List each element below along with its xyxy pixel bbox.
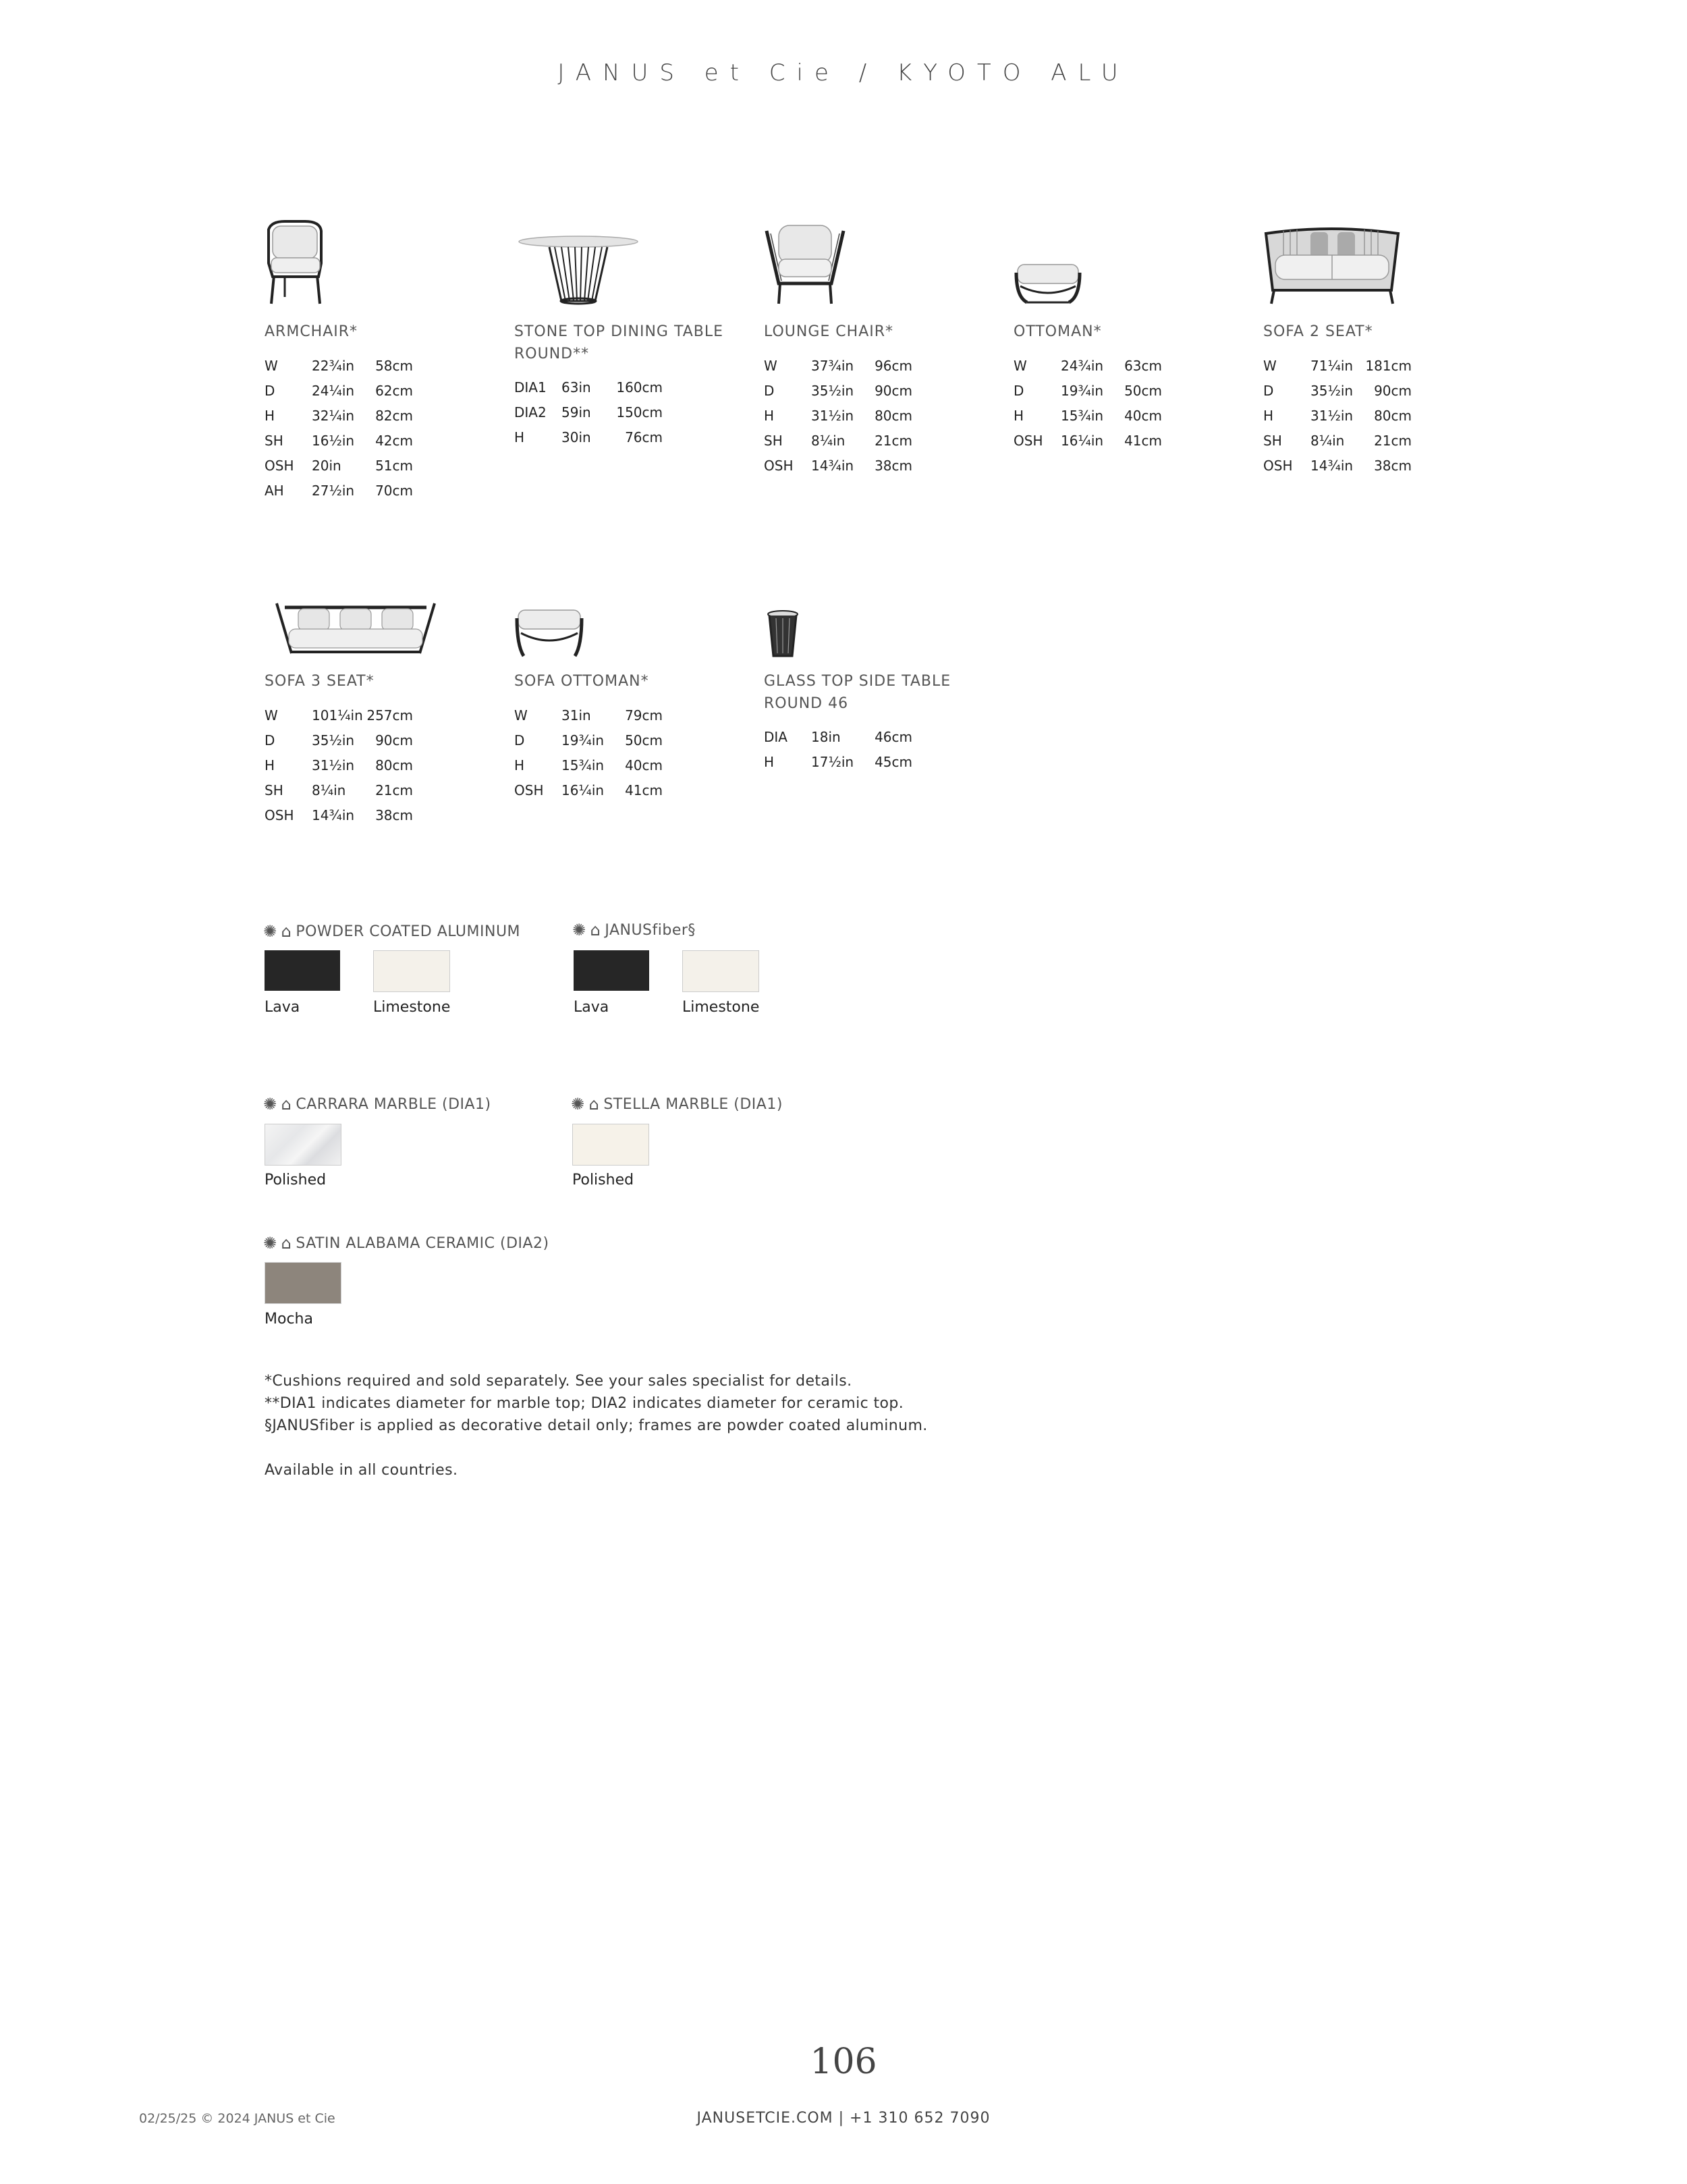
dimension-row (764, 453, 912, 478)
dimension-inches: 101¼in (312, 707, 363, 724)
dimension-key: W (1263, 357, 1277, 374)
dimension-row (764, 428, 912, 453)
dimension-inches: 20in (312, 457, 341, 474)
product-ottoman (1014, 216, 1236, 449)
dimension-key: H (764, 407, 775, 424)
dimensions-table (265, 703, 413, 827)
product-name: OTTOMAN* (1014, 323, 1102, 340)
dimension-row (265, 478, 413, 503)
dimension-cm: 21cm (875, 432, 912, 449)
swatch-label: Polished (572, 1172, 634, 1189)
dimension-key: OSH (265, 457, 294, 474)
dimensions-table (1263, 353, 1412, 478)
home-icon: ⌂ (281, 1095, 292, 1114)
dimension-key: OSH (265, 807, 294, 823)
dimension-inches: 16½in (312, 432, 355, 449)
dimension-cm: 160cm (616, 379, 663, 395)
dimension-cm: 41cm (625, 782, 663, 798)
dimension-inches: 14¾in (1310, 457, 1354, 474)
dimension-inches: 14¾in (811, 457, 854, 474)
dimensions-table (1014, 353, 1162, 453)
dimension-inches: 17½in (811, 753, 854, 770)
dimension-row (265, 453, 413, 478)
dimension-key: SH (764, 432, 783, 449)
sofa-ottoman-image (514, 594, 595, 661)
dimension-inches: 14¾in (312, 807, 355, 823)
dimension-cm: 80cm (875, 407, 912, 424)
dimension-cm: 181cm (1365, 357, 1412, 374)
swatch-label: Lava (574, 999, 609, 1016)
dimension-cm: 45cm (875, 753, 912, 770)
dimension-row (514, 425, 663, 449)
dimension-cm: 51cm (375, 457, 413, 474)
dimension-cm: 38cm (1374, 457, 1412, 474)
product-dining-table (514, 216, 737, 445)
dimension-inches: 8¼in (312, 782, 346, 798)
dimension-inches: 8¼in (1310, 432, 1345, 449)
dimension-cm: 50cm (625, 732, 663, 748)
dimension-row (265, 353, 413, 378)
product-name: GLASS TOP SIDE TABLE ROUND 46 (764, 673, 951, 712)
dimension-cm: 58cm (375, 357, 413, 374)
dimension-inches: 35½in (312, 732, 355, 748)
dimension-key: D (265, 382, 275, 399)
dimension-row (514, 777, 663, 802)
dimension-row (764, 378, 912, 403)
dimension-cm: 40cm (625, 757, 663, 773)
swatch-label: Mocha (265, 1311, 313, 1328)
dimension-row (1014, 428, 1162, 453)
dimension-row (1263, 403, 1412, 428)
dimension-cm: 90cm (875, 382, 912, 399)
dimension-key: H (514, 429, 525, 445)
dimension-row (764, 403, 912, 428)
dimension-key: SH (1263, 432, 1282, 449)
swatch-label: Lava (265, 999, 300, 1016)
product-name: SOFA 3 SEAT* (265, 673, 375, 690)
material-heading-alabama-ceramic: ✺ ⌂ SATIN ALABAMA CERAMIC (DIA2) (263, 1234, 549, 1253)
home-icon: ⌂ (281, 922, 292, 941)
dimension-row (265, 777, 413, 802)
product-sofa-3-seat (265, 594, 487, 823)
dimension-inches: 8¼in (811, 432, 846, 449)
product-lounge-chair (764, 216, 987, 474)
dimension-inches: 31in (561, 707, 591, 724)
sofa-3-seat-image (265, 594, 453, 661)
dimension-inches: 19¾in (1061, 382, 1104, 399)
dimension-row (265, 802, 413, 827)
dimension-key: SH (265, 782, 283, 798)
page-header: JANUS et Cie / KYOTO ALU (557, 59, 1130, 86)
sun-icon: ✺ (572, 921, 586, 939)
dimension-inches: 35½in (1310, 382, 1354, 399)
dimension-inches: 24¾in (1061, 357, 1104, 374)
swatch-stella-polished (572, 1124, 649, 1166)
dimension-key: OSH (514, 782, 544, 798)
product-sofa-2-seat (1263, 216, 1486, 474)
footer-contact[interactable]: JANUSETCIE.COM | +1 310 652 7090 (696, 2110, 991, 2127)
dimension-inches: 71¼in (1310, 357, 1354, 374)
dimension-cm: 50cm (1124, 382, 1162, 399)
dimension-key: W (764, 357, 777, 374)
dimension-inches: 19¾in (561, 732, 605, 748)
dimension-row (265, 378, 413, 403)
dimension-key: OSH (764, 457, 794, 474)
footnote-diameter: **DIA1 indicates diameter for marble top; DIA2 indicates diameter for ceramic top. (265, 1395, 904, 1412)
dimension-key: D (514, 732, 525, 748)
dimension-cm: 46cm (875, 728, 912, 745)
dimension-key: W (265, 357, 278, 374)
dimension-key: OSH (1014, 432, 1043, 449)
dimension-cm: 42cm (375, 432, 413, 449)
dimension-inches: 15¾in (1061, 407, 1104, 424)
dimension-key: H (265, 757, 275, 773)
dimension-row (265, 428, 413, 453)
product-sofa-ottoman (514, 594, 737, 798)
dimension-key: D (1014, 382, 1024, 399)
sun-icon: ✺ (263, 1234, 277, 1253)
dimension-row (1263, 353, 1412, 378)
product-name: SOFA OTTOMAN* (514, 673, 649, 690)
dimension-cm: 38cm (375, 807, 413, 823)
product-name: SOFA 2 SEAT* (1263, 323, 1373, 340)
dimension-inches: 30in (561, 429, 591, 445)
swatch-label: Limestone (373, 999, 451, 1016)
sun-icon: ✺ (571, 1095, 585, 1114)
dimensions-table (764, 724, 912, 774)
dimension-key: W (1014, 357, 1027, 374)
dimension-key: H (764, 753, 775, 770)
dimension-row (1263, 453, 1412, 478)
dimension-inches: 35½in (811, 382, 854, 399)
dimension-inches: 16¼in (561, 782, 605, 798)
dimensions-table (514, 375, 663, 449)
dimension-inches: 32¼in (312, 407, 355, 424)
dimension-row (1263, 378, 1412, 403)
product-side-table (764, 594, 987, 770)
dimension-inches: 31½in (312, 757, 355, 773)
home-icon: ⌂ (588, 1095, 600, 1114)
dimension-inches: 15¾in (561, 757, 605, 773)
dimension-row (265, 728, 413, 753)
dimension-row (265, 403, 413, 428)
dimension-row (1014, 403, 1162, 428)
dimension-key: H (1014, 407, 1024, 424)
side-table-image (764, 594, 804, 661)
sofa-2-seat-image (1263, 216, 1412, 307)
dimension-row (514, 400, 663, 425)
dimension-cm: 63cm (1124, 357, 1162, 374)
product-name: ARMCHAIR* (265, 323, 358, 340)
swatch-label: Polished (265, 1172, 327, 1189)
dimension-cm: 90cm (375, 732, 413, 748)
dimension-row (1263, 428, 1412, 453)
dimension-key: H (514, 757, 525, 773)
dimension-cm: 257cm (366, 707, 413, 724)
dimension-key: AH (265, 482, 284, 499)
dimension-key: SH (265, 432, 283, 449)
dimension-inches: 63in (561, 379, 591, 395)
material-heading-stella-marble: ✺ ⌂ STELLA MARBLE (DIA1) (571, 1095, 783, 1114)
dimension-inches: 59in (561, 404, 591, 420)
dimension-row (1014, 378, 1162, 403)
home-icon: ⌂ (281, 1234, 292, 1253)
dimensions-table (265, 353, 413, 503)
dimension-cm: 79cm (625, 707, 663, 724)
dimension-cm: 82cm (375, 407, 413, 424)
dimension-row (265, 753, 413, 777)
dimension-cm: 80cm (375, 757, 413, 773)
dimension-inches: 27½in (312, 482, 355, 499)
swatch-mocha (265, 1262, 341, 1304)
dimension-cm: 21cm (375, 782, 413, 798)
dimension-key: DIA2 (514, 404, 547, 420)
dimension-cm: 21cm (1374, 432, 1412, 449)
armchair-image (265, 216, 345, 307)
home-icon: ⌂ (590, 921, 601, 939)
product-armchair (265, 216, 487, 499)
dimension-row (764, 353, 912, 378)
dimension-cm: 38cm (875, 457, 912, 474)
swatch-limestone (373, 950, 450, 992)
dimension-key: D (764, 382, 775, 399)
dimension-row (514, 375, 663, 400)
swatch-limestone (682, 950, 759, 992)
dimension-row (764, 724, 912, 749)
dimension-cm: 96cm (875, 357, 912, 374)
dimension-cm: 80cm (1374, 407, 1412, 424)
dimension-key: H (1263, 407, 1274, 424)
swatch-label: Limestone (682, 999, 760, 1016)
dining-table-image (514, 216, 642, 307)
dimension-row (514, 728, 663, 753)
dimension-key: D (265, 732, 275, 748)
footnotes (265, 1370, 928, 1481)
dimension-row (1014, 353, 1162, 378)
dimension-inches: 31½in (1310, 407, 1354, 424)
dimension-key: W (265, 707, 278, 724)
dimensions-table (514, 703, 663, 802)
sun-icon: ✺ (263, 1095, 277, 1114)
ottoman-image (1014, 216, 1095, 307)
dimension-cm: 41cm (1124, 432, 1162, 449)
swatch-lava (574, 950, 649, 991)
dimensions-table (764, 353, 912, 478)
dimension-key: W (514, 707, 528, 724)
dimension-cm: 150cm (616, 404, 663, 420)
footnote-availability: Available in all countries. (265, 1462, 458, 1479)
material-heading-powder-coated: ✺ ⌂ POWDER COATED ALUMINUM (263, 922, 521, 941)
dimension-row (514, 753, 663, 777)
product-name: LOUNGE CHAIR* (764, 323, 894, 340)
dimension-cm: 90cm (1374, 382, 1412, 399)
dimension-key: H (265, 407, 275, 424)
dimension-cm: 76cm (625, 429, 663, 445)
material-heading-janusfiber: ✺ ⌂ JANUSfiber§ (572, 921, 696, 939)
dimension-key: D (1263, 382, 1274, 399)
lounge-chair-image (764, 216, 852, 307)
swatch-lava (265, 950, 340, 991)
dimension-inches: 18in (811, 728, 841, 745)
dimension-key: OSH (1263, 457, 1293, 474)
dimension-inches: 31½in (811, 407, 854, 424)
footnote-janusfiber: §JANUSfiber is applied as decorative detail only; frames are powder coated aluminum. (265, 1417, 928, 1434)
dimension-key: DIA1 (514, 379, 547, 395)
footer-copyright: 02/25/25 © 2024 JANUS et Cie (139, 2111, 335, 2126)
dimension-key: DIA (764, 728, 787, 745)
dimension-row (764, 749, 912, 774)
dimension-inches: 37¾in (811, 357, 854, 374)
dimension-row (514, 703, 663, 728)
dimension-inches: 24¼in (312, 382, 355, 399)
dimension-inches: 22¾in (312, 357, 355, 374)
product-name: STONE TOP DINING TABLE ROUND** (514, 323, 723, 362)
page-number: 106 (810, 2042, 877, 2082)
material-heading-carrara-marble: ✺ ⌂ CARRARA MARBLE (DIA1) (263, 1095, 491, 1114)
dimension-cm: 40cm (1124, 407, 1162, 424)
footnote-spacer (265, 1437, 928, 1459)
sun-icon: ✺ (263, 922, 277, 941)
dimension-cm: 70cm (375, 482, 413, 499)
footnote-cushions: *Cushions required and sold separately. See your sales specialist for details. (265, 1373, 852, 1390)
dimension-inches: 16¼in (1061, 432, 1104, 449)
dimension-cm: 62cm (375, 382, 413, 399)
swatch-carrara-polished (265, 1124, 341, 1166)
dimension-row (265, 703, 413, 728)
